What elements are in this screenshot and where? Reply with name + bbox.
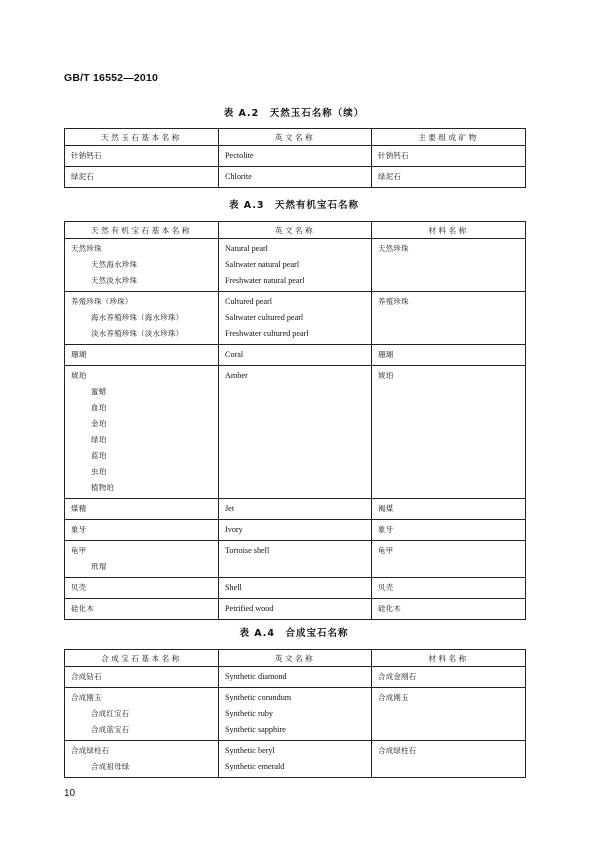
name-cell <box>65 599 219 620</box>
column-header: 天然有机宝石基本名称 <box>65 222 219 239</box>
table-row <box>65 578 526 599</box>
column-header: 合成宝石基本名称 <box>65 650 219 667</box>
cell-line: 合成绿柱石 <box>378 746 417 755</box>
table-row <box>65 499 526 520</box>
column-header: 天然玉石基本名称 <box>65 129 219 146</box>
table-row <box>65 292 526 345</box>
column-header: 主要组成矿物 <box>372 129 526 146</box>
cell-line: Synthetic corundum <box>225 693 292 702</box>
cell-line: 龟甲 <box>378 546 394 555</box>
material-cell <box>372 520 526 541</box>
table-row <box>65 541 526 578</box>
english-name-cell <box>219 366 372 499</box>
cell-line: 珊瑚 <box>71 350 87 359</box>
name-cell <box>65 292 219 345</box>
cell-line: Saltwater natural pearl <box>225 260 300 269</box>
cell-line: Cultured pearl <box>225 297 273 306</box>
material-cell <box>372 167 526 188</box>
english-name-cell <box>219 292 372 345</box>
table-a4 <box>64 649 526 778</box>
cell-line: Synthetic emerald <box>225 762 285 771</box>
english-name-cell <box>219 688 372 741</box>
column-header: 英文名称 <box>219 650 372 667</box>
table-row <box>65 599 526 620</box>
name-cell <box>65 146 219 167</box>
name-cell <box>65 741 219 778</box>
table-header-row <box>65 129 526 146</box>
english-name-cell <box>219 541 372 578</box>
cell-line: 琥珀 <box>71 371 87 380</box>
name-cell <box>65 541 219 578</box>
cell-line: 植物珀 <box>91 483 115 492</box>
table-row <box>65 345 526 366</box>
cell-line: 针钠钙石 <box>71 151 102 160</box>
cell-line: Synthetic ruby <box>225 709 273 718</box>
table-row <box>65 146 526 167</box>
table-row <box>65 688 526 741</box>
table-row <box>65 366 526 499</box>
cell-line: 天然海水珍珠 <box>91 260 138 269</box>
cell-line: 海水养殖珍珠（海水珍珠） <box>91 313 184 322</box>
cell-line: Synthetic beryl <box>225 746 275 755</box>
cell-line: 天然珍珠 <box>71 244 102 253</box>
cell-line: Tortoise shell <box>225 546 270 555</box>
cell-line: 蜜蜡 <box>91 387 107 396</box>
material-cell <box>372 741 526 778</box>
cell-line: 合成红宝石 <box>91 709 130 718</box>
cell-line: Ivory <box>225 525 243 534</box>
cell-line: 合成蓝宝石 <box>91 725 130 734</box>
cell-line: 天然珍珠 <box>378 244 409 253</box>
english-name-cell <box>219 520 372 541</box>
material-cell <box>372 541 526 578</box>
material-cell <box>372 599 526 620</box>
table-a3 <box>64 221 526 620</box>
cell-line: Freshwater natural pearl <box>225 276 305 285</box>
material-cell <box>372 146 526 167</box>
cell-line: 象牙 <box>71 525 87 534</box>
english-name-cell <box>219 239 372 292</box>
page-number: 10 <box>64 788 76 799</box>
cell-line: 天然淡水珍珠 <box>91 276 138 285</box>
name-cell <box>65 345 219 366</box>
cell-line: Shell <box>225 583 242 592</box>
cell-line: Saltwater cultured pearl <box>225 313 304 322</box>
material-cell <box>372 578 526 599</box>
cell-line: 象牙 <box>378 525 394 534</box>
table-row <box>65 239 526 292</box>
english-name-cell <box>219 667 372 688</box>
cell-line: 合成刚玉 <box>71 693 102 702</box>
cell-line: 合成祖母绿 <box>91 762 130 771</box>
cell-line: 虫珀 <box>91 467 107 476</box>
cell-line: Coral <box>225 350 244 359</box>
cell-line: 玳瑁 <box>91 562 107 571</box>
cell-line: 硅化木 <box>378 604 402 613</box>
cell-line: 绿珀 <box>91 435 107 444</box>
table-row <box>65 667 526 688</box>
table-header-row <box>65 650 526 667</box>
cell-line: Amber <box>225 371 248 380</box>
cell-line: 煤精 <box>71 504 87 513</box>
english-name-cell <box>219 499 372 520</box>
name-cell <box>65 688 219 741</box>
table-row <box>65 520 526 541</box>
cell-line: Synthetic diamond <box>225 672 287 681</box>
material-cell <box>372 292 526 345</box>
cell-line: 硅化木 <box>71 604 95 613</box>
material-cell <box>372 667 526 688</box>
table-a2 <box>64 128 526 188</box>
column-header: 英文名称 <box>219 129 372 146</box>
english-name-cell <box>219 741 372 778</box>
cell-line: Chlorite <box>225 172 252 181</box>
table-row <box>65 741 526 778</box>
table-row <box>65 167 526 188</box>
cell-line: 养殖珍珠 <box>378 297 409 306</box>
table-a3-caption: 表 A.3 天然有机宝石名称 <box>228 200 360 211</box>
name-cell <box>65 499 219 520</box>
cell-line: 龟甲 <box>71 546 87 555</box>
material-cell <box>372 366 526 499</box>
english-name-cell <box>219 167 372 188</box>
table-header-row <box>65 222 526 239</box>
english-name-cell <box>219 578 372 599</box>
cell-line: 血珀 <box>91 403 107 412</box>
column-header: 英文名称 <box>219 222 372 239</box>
material-cell <box>372 239 526 292</box>
cell-line: 贝壳 <box>378 583 394 592</box>
cell-line: Freshwater cultured pearl <box>225 329 309 338</box>
cell-line: 绿泥石 <box>378 172 402 181</box>
material-cell <box>372 345 526 366</box>
cell-line: Petrified wood <box>225 604 274 613</box>
cell-line: 合成钻石 <box>71 672 102 681</box>
material-cell <box>372 688 526 741</box>
table-a2-caption: 表 A.2 天然玉石名称（续） <box>223 108 365 119</box>
column-header: 材料名称 <box>372 650 526 667</box>
english-name-cell <box>219 599 372 620</box>
name-cell <box>65 239 219 292</box>
cell-line: 珊瑚 <box>378 350 394 359</box>
cell-line: Synthetic sapphire <box>225 725 286 734</box>
name-cell <box>65 366 219 499</box>
cell-line: 金珀 <box>91 419 107 428</box>
english-name-cell <box>219 146 372 167</box>
cell-line: 合成绿柱石 <box>71 746 110 755</box>
table-a4-caption: 表 A.4 合成宝石名称 <box>239 628 349 639</box>
cell-line: Jet <box>225 504 235 513</box>
name-cell <box>65 167 219 188</box>
name-cell <box>65 667 219 688</box>
cell-line: 合成金刚石 <box>378 672 417 681</box>
cell-line: 合成刚玉 <box>378 693 409 702</box>
cell-line: 针钠钙石 <box>378 151 409 160</box>
cell-line: 贝壳 <box>71 583 87 592</box>
cell-line: 琥珀 <box>378 371 394 380</box>
cell-line: 褐煤 <box>378 504 394 513</box>
cell-line: 养殖珍珠（珍珠） <box>71 297 133 306</box>
cell-line: 蓝珀 <box>91 451 107 460</box>
column-header: 材料名称 <box>372 222 526 239</box>
standard-id: GB/T 16552—2010 <box>64 72 159 84</box>
material-cell <box>372 499 526 520</box>
english-name-cell <box>219 345 372 366</box>
cell-line: 淡水养殖珍珠（淡水珍珠） <box>91 329 184 338</box>
name-cell <box>65 520 219 541</box>
cell-line: Pectolite <box>225 151 254 160</box>
cell-line: Natural pearl <box>225 244 268 253</box>
name-cell <box>65 578 219 599</box>
cell-line: 绿泥石 <box>71 172 95 181</box>
